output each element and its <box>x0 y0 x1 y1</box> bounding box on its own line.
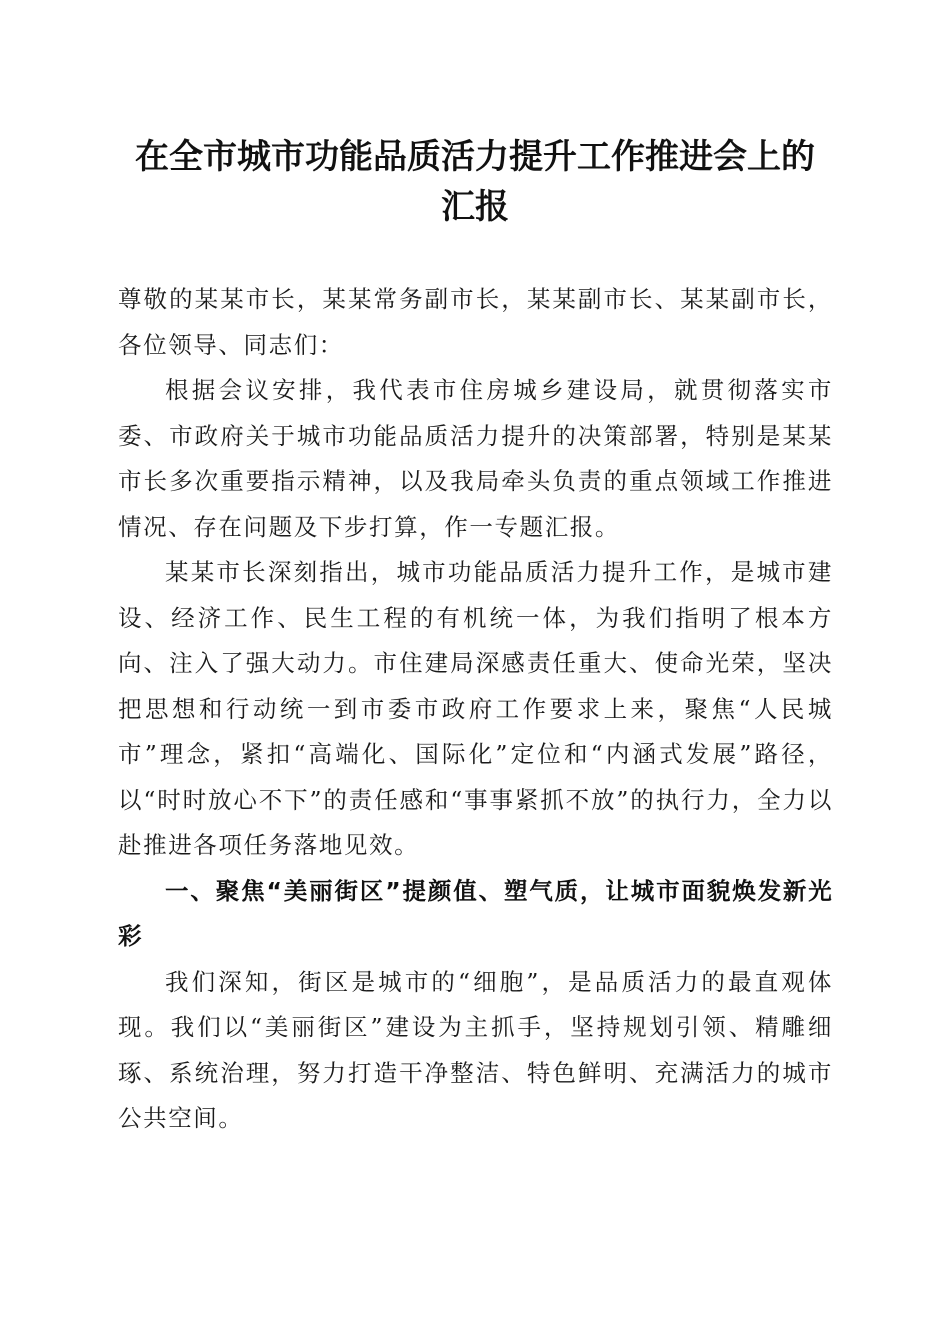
paragraph-1: 根据会议安排，我代表市住房城乡建设局，就贯彻落实市委、市政府关于城市功能品质活力提升的决策部署，特别是某某市长多次重要指示精神，以及我局牵头负责的重点领域工作推进情况、存在问题及下步打算，作一专题汇报。 <box>118 376 833 541</box>
section-heading: 一、聚焦“美丽街区”提颜值、塑气质，让城市面貌焕发新光彩 <box>118 876 833 950</box>
title-line-1: 在全市城市功能品质活力提升工作推进会上的 <box>135 137 815 177</box>
section-paragraph: 我们深知，街区是城市的“细胞”，是品质活力的最直观体现。我们以“美丽街区”建设为主抓手，坚持规划引领、精雕细琢、系统治理，努力打造干净整洁、特色鲜明、充满活力的城市公共空间。 <box>118 967 833 1132</box>
document-body <box>118 277 833 1142</box>
document-title <box>100 132 850 232</box>
paragraph-2: 某某市长深刻指出，城市功能品质活力提升工作，是城市建设、经济工作、民生工程的有机统一体，为我们指明了根本方向、注入了强大动力。市住建局深感责任重大、使命光荣，坚决把思想和行动统一到市委市政府工作要求上来，聚焦“人民城市”理念，紧扣“高端化、国际化”定位和“内涵式发展”路径，以“时时放心不下”的责任感和“事事紧抓不放”的执行力，全力以赴推进各项任务落地见效。 <box>118 558 833 859</box>
title-line-2: 汇报 <box>441 187 509 227</box>
salutation: 尊敬的某某市长，某某常务副市长，某某副市长、某某副市长，各位领导、同志们： <box>118 285 833 359</box>
